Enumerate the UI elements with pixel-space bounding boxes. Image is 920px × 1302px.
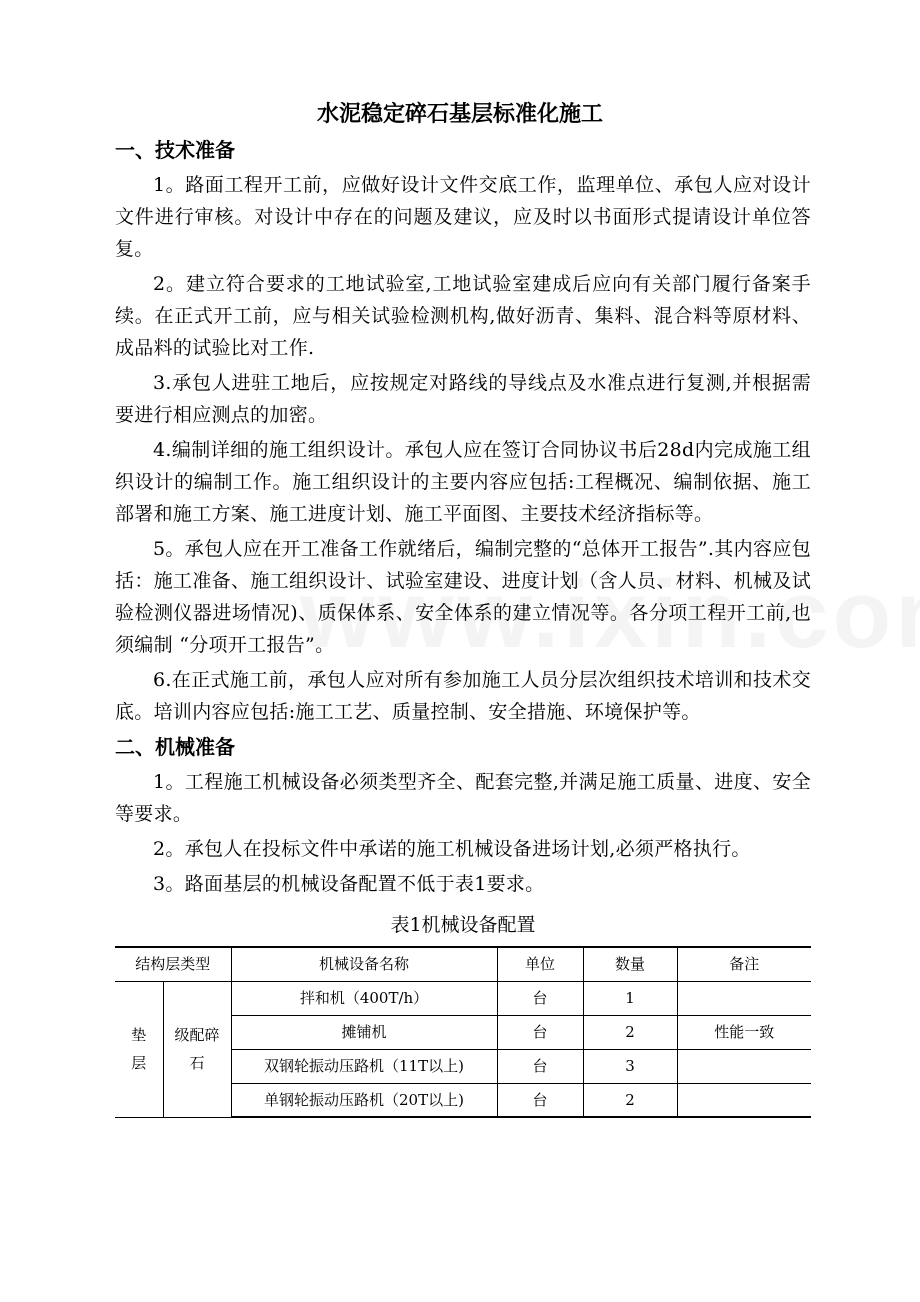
document-title: 水泥稳定碎石基层标准化施工 <box>316 102 603 127</box>
equipment-table <box>115 946 811 1118</box>
paragraph: 2。承包人在投标文件中承诺的施工机械设备进场计划,必须严格执行。 <box>153 838 751 860</box>
quantity-cell: 2 <box>583 1083 677 1117</box>
unit-cell: 台 <box>497 981 583 1015</box>
column-header: 单位 <box>497 947 583 981</box>
equipment-name-cell: 单钢轮振动压路机（20T以上) <box>231 1083 497 1117</box>
equipment-name-cell: 摊铺机 <box>231 1015 497 1049</box>
table-row <box>115 981 811 1015</box>
remark-cell <box>677 1049 811 1083</box>
table-caption: 表1机械设备配置 <box>390 914 536 936</box>
section-heading-tech: 一、技术准备 <box>115 138 235 162</box>
document-body <box>115 134 811 1118</box>
column-header: 结构层类型 <box>115 947 231 981</box>
column-header: 备注 <box>677 947 811 981</box>
remark-cell: 性能一致 <box>677 1015 811 1049</box>
section-heading-machinery: 二、机械准备 <box>115 735 235 759</box>
paragraph: 4.编制详细的施工组织设计。承包人应在签订合同协议书后28d内完成施工组织设计的编制工作。施工组织设计的主要内容应包括:工程概况、编制依据、施工部署和施工方案、施工进度计划、施工平面图、主要技术经济指标等。 <box>115 439 811 525</box>
equipment-name-cell: 双钢轮振动压路机（11T以上) <box>231 1049 497 1083</box>
equipment-name-cell: 拌和机（400T/h） <box>231 981 497 1015</box>
material-cell: 级配碎 石 <box>163 981 231 1117</box>
paragraph: 2。建立符合要求的工地试验室,工地试验室建成后应向有关部门履行备案手续。在正式开工前，应与相关试验检测机构,做好沥青、集料、混合料等原材料、成品料的试验比对工作. <box>115 273 811 359</box>
unit-cell: 台 <box>497 1083 583 1117</box>
paragraph: 5。承包人应在开工准备工作就绪后，编制完整的“总体开工报告”.其内容应包括：施工准备、施工组织设计、试验室建设、进度计划（含人员、材料、机械及试验检测仪器进场情况)、质保体系、安全体系的建立情况等。各分项工程开工前,也须编制 “分项开工报告”。 <box>115 538 811 656</box>
layer-type-cell: 垫 层 <box>115 981 163 1117</box>
quantity-cell: 3 <box>583 1049 677 1083</box>
unit-cell: 台 <box>497 1049 583 1083</box>
column-header: 机械设备名称 <box>231 947 497 981</box>
paragraph: 1。工程施工机械设备必须类型齐全、配套完整,并满足施工质量、进度、安全等要求。 <box>115 771 811 825</box>
unit-cell: 台 <box>497 1015 583 1049</box>
quantity-cell: 2 <box>583 1015 677 1049</box>
quantity-cell: 1 <box>583 981 677 1015</box>
remark-cell <box>677 981 811 1015</box>
paragraph: 3。路面基层的机械设备配置不低于表1要求。 <box>153 873 545 895</box>
remark-cell <box>677 1083 811 1117</box>
column-header: 数量 <box>583 947 677 981</box>
paragraph: 1。路面工程开工前，应做好设计文件交底工作，监理单位、承包人应对设计文件进行审核。对设计中存在的问题及建议，应及时以书面形式提请设计单位答复。 <box>115 174 811 260</box>
paragraph: 3.承包人进驻工地后，应按规定对路线的导线点及水准点进行复测,并根据需要进行相应测点的加密。 <box>115 372 811 426</box>
paragraph: 6.在正式施工前，承包人应对所有参加施工人员分层次组织技术培训和技术交底。培训内容应包括:施工工艺、质量控制、安全措施、环境保护等。 <box>115 669 811 723</box>
table-header-row <box>115 947 811 981</box>
